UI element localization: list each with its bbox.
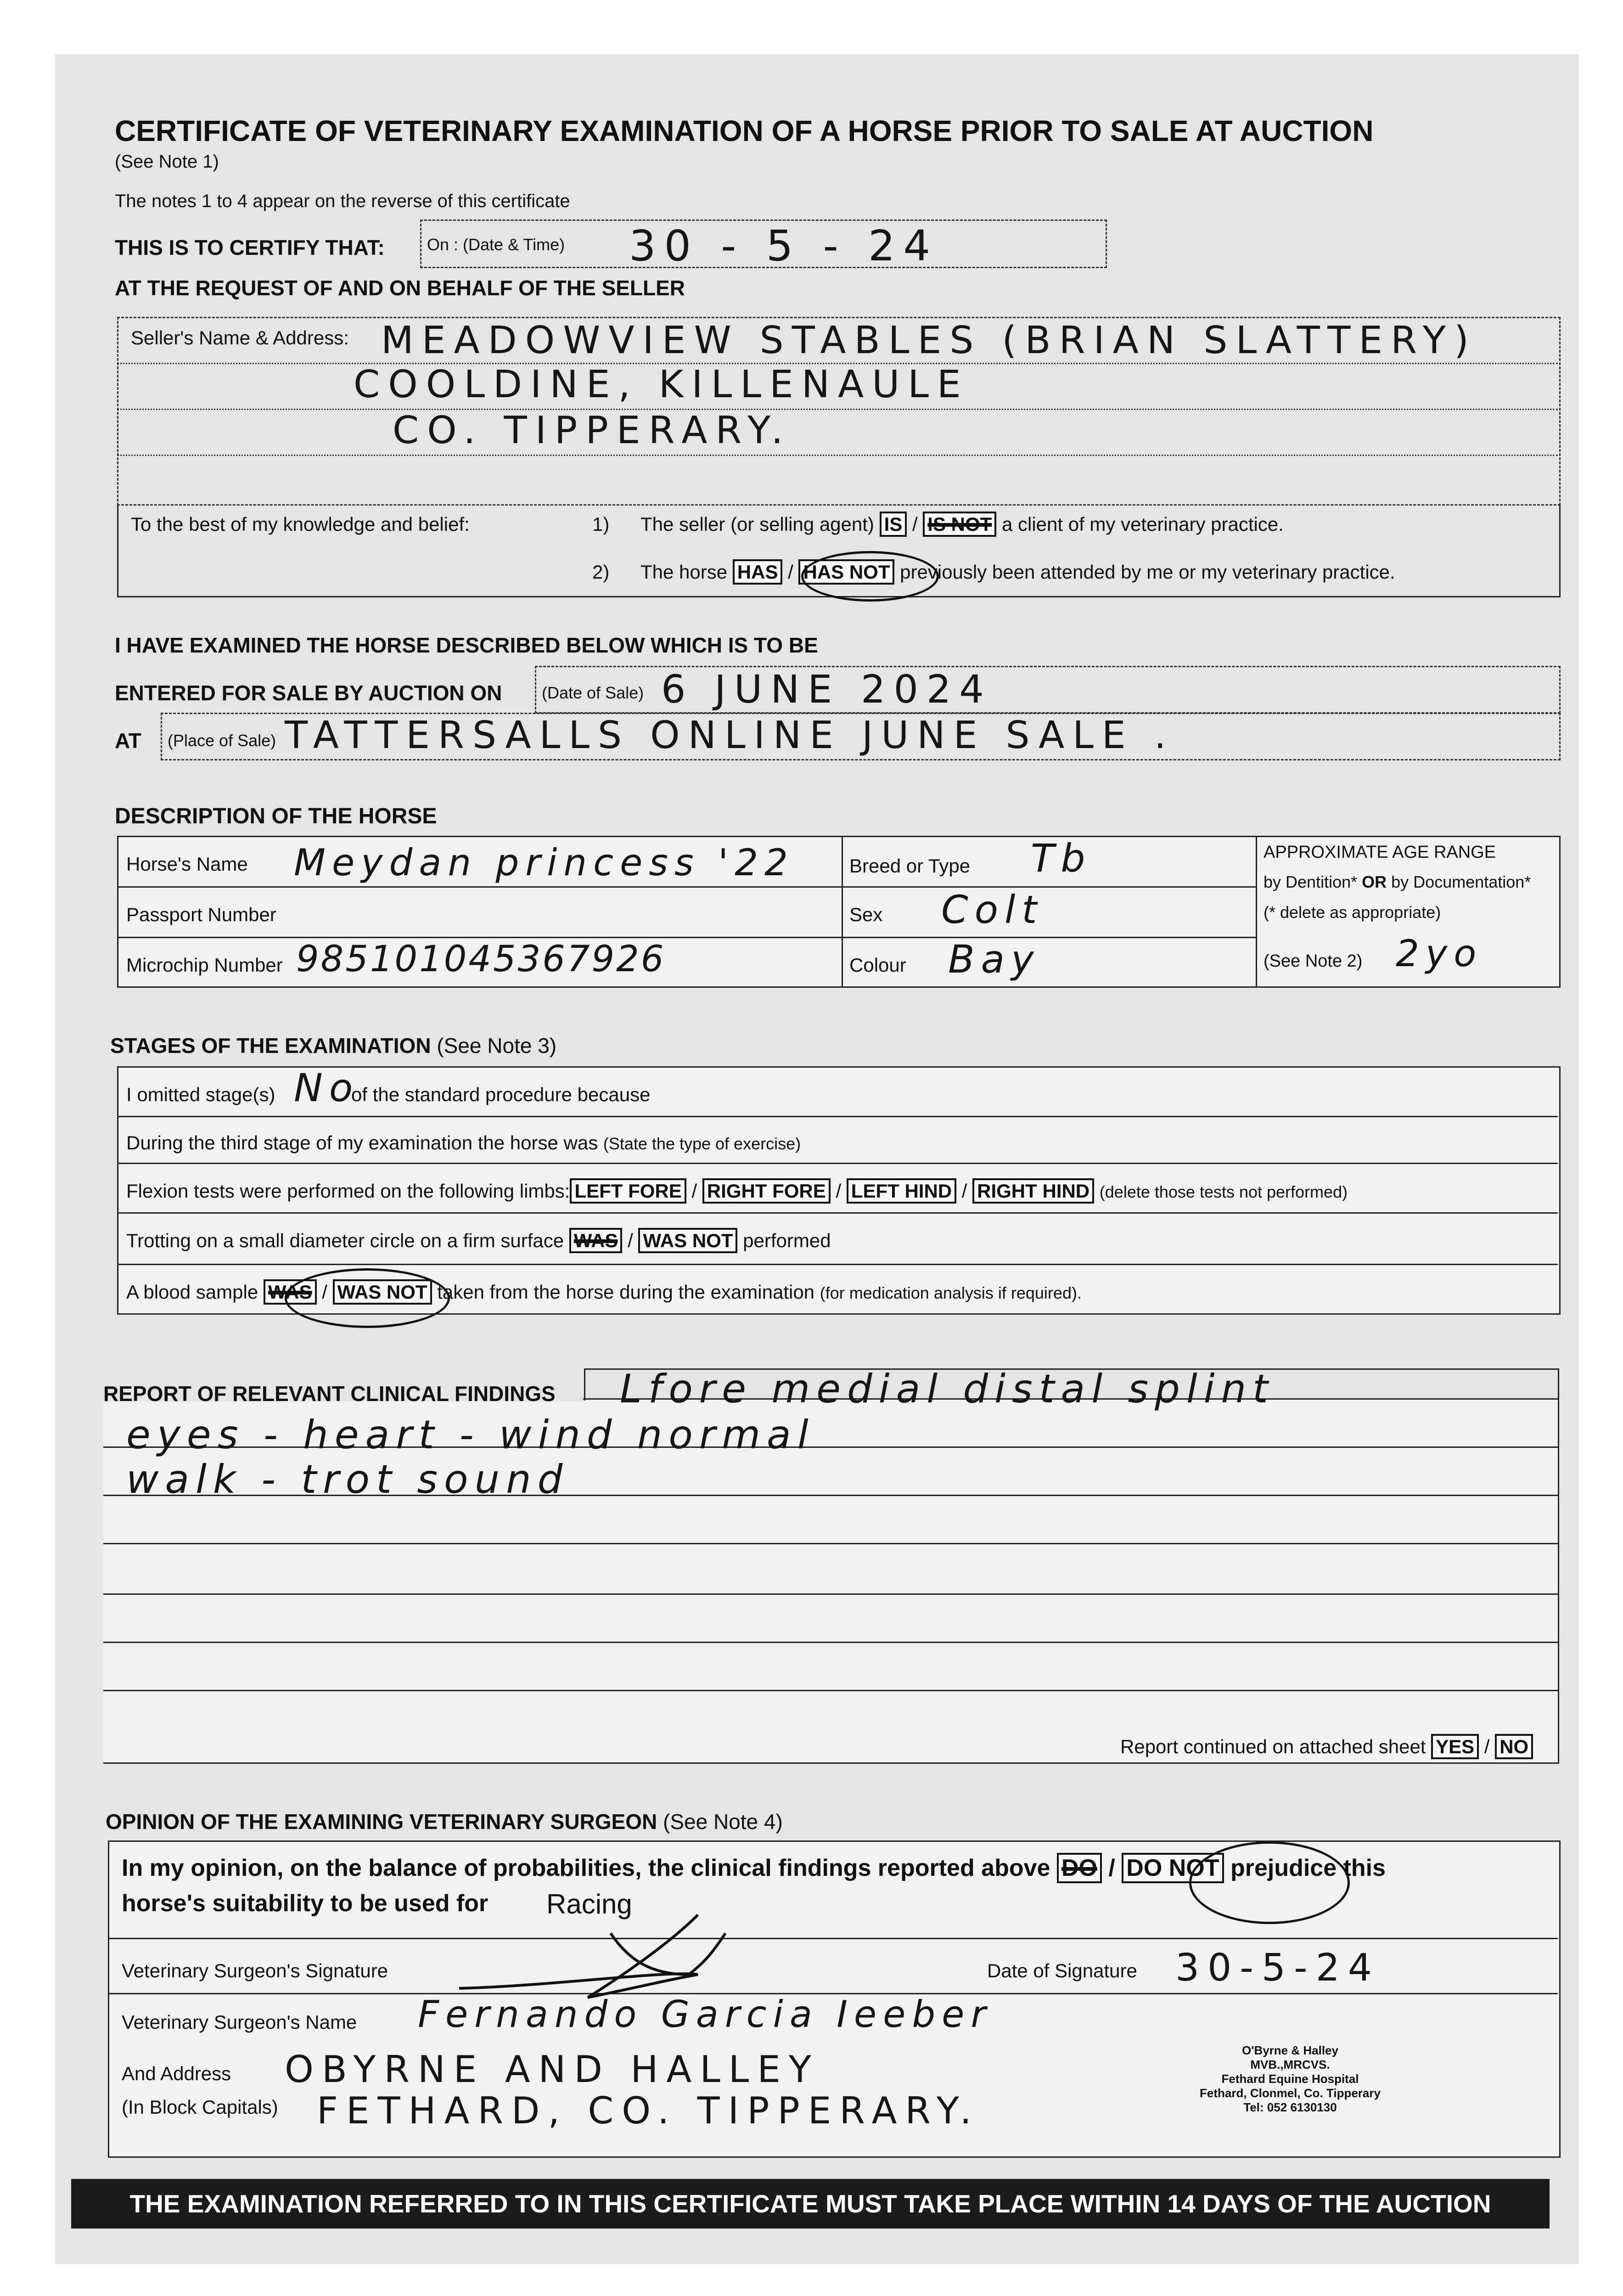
opinion-heading: OPINION OF THE EXAMINING VETERINARY SURGEON — [106, 1810, 657, 1834]
flexion-line — [126, 1180, 1348, 1202]
horse-name-label: Horse's Name — [126, 853, 248, 875]
omitted-text-a: I omitted stage(s) — [126, 1084, 275, 1105]
address-label-1: And Address — [122, 2063, 231, 2084]
seller-label: Seller's Name & Address: — [131, 327, 349, 349]
omitted-line — [126, 1084, 275, 1106]
address-line-2[interactable]: FETHARD, CO. TIPPERARY. — [317, 2089, 980, 2132]
microchip-label: Microchip Number — [126, 954, 283, 976]
third-stage-note: (State the type of exercise) — [603, 1134, 801, 1153]
trotting-line — [126, 1230, 831, 1252]
option-do[interactable]: DO — [1057, 1853, 1102, 1883]
stamp-line-3: Fethard Equine Hospital — [1221, 2072, 1359, 2086]
age-range-heading: APPROXIMATE AGE RANGE — [1264, 843, 1496, 862]
sale-place-value: TATTERSALLS ONLINE JUNE SALE . — [285, 714, 1174, 757]
trot-sep: / — [628, 1230, 633, 1251]
omitted-value[interactable]: No — [294, 1065, 359, 1110]
horse-name-value[interactable]: Meydan princess '22 — [294, 841, 794, 884]
notes-line: The notes 1 to 4 appear on the reverse of this certificate — [115, 191, 570, 211]
address-label-2: (In Block Capitals) — [122, 2096, 278, 2118]
blood-note: (for medication analysis if required). — [820, 1283, 1082, 1302]
report-line-2[interactable]: eyes - heart - wind normal — [126, 1412, 815, 1458]
report-line-1[interactable]: Lfore medial distal splint — [620, 1366, 1275, 1412]
use-value[interactable]: Racing — [546, 1889, 632, 1919]
option-is[interactable]: IS — [880, 512, 907, 537]
flexion-sep: / — [836, 1180, 842, 1202]
examined-line-1: I HAVE EXAMINED THE HORSE DESCRIBED BELOW WHICH IS TO BE — [115, 633, 818, 657]
seller-line-1[interactable]: MEADOWVIEW STABLES (BRIAN SLATTERY) — [381, 319, 1477, 362]
option-trot-was[interactable]: WAS — [569, 1228, 623, 1253]
certify-date-value: 30 - 5 - 24 — [629, 221, 939, 270]
item2-number: 2) — [592, 561, 610, 583]
see-note-1: (See Note 1) — [115, 152, 219, 172]
stages-heading-line — [110, 1033, 556, 1058]
attended-text-b: previously been attended by me or my veterinary practice. — [900, 561, 1395, 583]
client-text-a: The seller (or selling agent) — [640, 513, 874, 535]
flexion-sep: / — [961, 1180, 967, 1202]
microchip-value[interactable]: 985101045367926 — [296, 939, 666, 980]
age-dentition[interactable]: by Dentition* — [1264, 872, 1358, 891]
age-documentation[interactable]: by Documentation* — [1391, 872, 1531, 891]
omitted-text-b: of the standard procedure because — [351, 1084, 651, 1105]
blood-text-a: A blood sample — [126, 1281, 258, 1303]
option-left-hind[interactable]: LEFT HIND — [847, 1178, 956, 1204]
option-do-not[interactable]: DO NOT — [1122, 1853, 1224, 1883]
report-continued-text: Report continued on attached sheet — [1120, 1736, 1426, 1757]
flexion-note: (delete those tests not performed) — [1099, 1182, 1348, 1201]
colour-label: Colour — [849, 954, 906, 976]
sex-label: Sex — [849, 904, 883, 925]
surgeon-name-label: Veterinary Surgeon's Name — [122, 2011, 357, 2033]
client-statement — [640, 513, 1284, 535]
opinion-text-a: In my opinion, on the balance of probabilities, the clinical findings reported above — [122, 1855, 1050, 1881]
option-has-not[interactable]: HAS NOT — [798, 559, 894, 585]
option-is-not[interactable]: IS NOT — [923, 512, 996, 537]
opinion-sep: / — [1108, 1855, 1115, 1881]
attended-text-a: The horse — [640, 561, 728, 583]
report-heading: REPORT OF RELEVANT CLINICAL FINDINGS — [103, 1382, 556, 1406]
opinion-text-c: horse's suitability to be used for — [122, 1890, 489, 1917]
date-signature-value[interactable]: 30-5-24 — [1175, 1946, 1381, 1990]
sale-place-label: (Place of Sale) — [168, 731, 276, 750]
option-right-hind[interactable]: RIGHT HIND — [972, 1178, 1094, 1204]
certificate-title: CERTIFICATE OF VETERINARY EXAMINATION OF A HORSE PRIOR TO SALE AT AUCTION — [115, 114, 1374, 147]
blood-sep: / — [322, 1281, 327, 1303]
report-continued-line — [1120, 1736, 1533, 1758]
option-has[interactable]: HAS — [733, 559, 783, 585]
practice-stamp — [1194, 2043, 1387, 2115]
attended-statement — [640, 561, 1395, 583]
option-right-fore[interactable]: RIGHT FORE — [702, 1178, 831, 1204]
seller-line-2[interactable]: COOLDINE, KILLENAULE — [354, 363, 969, 406]
blood-line — [126, 1281, 1082, 1303]
opinion-text-b: prejudice this — [1230, 1855, 1386, 1881]
signature-label: Veterinary Surgeon's Signature — [122, 1960, 388, 1981]
date-signature-label: Date of Signature — [987, 1960, 1137, 1981]
flexion-sep: / — [691, 1180, 697, 1202]
breed-value[interactable]: Tb — [1031, 836, 1092, 881]
trotting-text: Trotting on a small diameter circle on a firm surface — [126, 1230, 564, 1251]
address-line-1[interactable]: OBYRNE AND HALLEY — [285, 2048, 820, 2091]
option-trot-was-not[interactable]: WAS NOT — [638, 1228, 737, 1253]
sale-date-value: 6 JUNE 2024 — [661, 667, 992, 712]
examined-line-2: ENTERED FOR SALE BY AUCTION ON — [115, 681, 502, 705]
age-see-note-2: (See Note 2) — [1264, 951, 1363, 971]
stamp-line-1: O'Byrne & Halley — [1242, 2043, 1338, 2057]
colour-value[interactable]: Bay — [948, 937, 1040, 982]
option-continued-yes[interactable]: YES — [1431, 1734, 1479, 1759]
surgeon-name-value[interactable]: Fernando Garcia Ieeber — [418, 1993, 993, 2036]
at-label: AT — [115, 729, 141, 753]
description-heading: DESCRIPTION OF THE HORSE — [115, 804, 437, 828]
option-separator: / — [912, 513, 918, 535]
trotting-text-b: performed — [743, 1230, 831, 1251]
report-line-3[interactable]: walk - trot sound — [126, 1457, 569, 1503]
continued-sep: / — [1484, 1736, 1490, 1757]
stamp-line-4: Fethard, Clonmel, Co. Tipperary — [1200, 2086, 1381, 2100]
age-or: OR — [1362, 872, 1387, 891]
stages-heading: STAGES OF THE EXAMINATION — [110, 1034, 431, 1058]
request-line: AT THE REQUEST OF AND ON BEHALF OF THE SELLER — [115, 276, 685, 300]
item1-number: 1) — [592, 513, 610, 535]
option-blood-was[interactable]: WAS — [264, 1279, 317, 1305]
footer-banner: THE EXAMINATION REFERRED TO IN THIS CERTIFICATE MUST TAKE PLACE WITHIN 14 DAYS OF THE AUCTION — [71, 2179, 1550, 2228]
flexion-text: Flexion tests were performed on the following limbs: — [126, 1180, 570, 1202]
has-not-circle-mark — [801, 551, 939, 602]
option-left-fore[interactable]: LEFT FORE — [570, 1178, 686, 1204]
certify-label: THIS IS TO CERTIFY THAT: — [115, 236, 385, 259]
seller-line-3[interactable]: CO. TIPPERARY. — [393, 409, 792, 452]
third-stage-text: During the third stage of my examination the horse was — [126, 1132, 598, 1154]
option-separator: / — [788, 561, 793, 583]
blood-text-b: taken from the horse during the examination — [437, 1281, 815, 1303]
option-continued-no[interactable]: NO — [1495, 1734, 1533, 1759]
age-value[interactable]: 2yo — [1396, 932, 1483, 975]
certify-on-label: On : (Date & Time) — [427, 235, 565, 254]
breed-label: Breed or Type — [849, 855, 971, 877]
knowledge-label: To the best of my knowledge and belief: — [131, 513, 470, 535]
opinion-heading-line — [106, 1809, 783, 1834]
stamp-line-2: MVB.,MRCVS. — [1250, 2058, 1330, 2071]
passport-label: Passport Number — [126, 904, 276, 925]
was-not-circle-mark — [285, 1268, 450, 1328]
stages-note: (See Note 3) — [437, 1034, 557, 1058]
sex-value[interactable]: Colt — [941, 887, 1044, 932]
third-stage-line — [126, 1132, 801, 1154]
option-blood-was-not[interactable]: WAS NOT — [333, 1279, 432, 1305]
client-text-b: a client of my veterinary practice. — [1001, 513, 1284, 535]
do-not-circle-mark — [1189, 1841, 1350, 1924]
stamp-line-5: Tel: 052 6130130 — [1243, 2100, 1337, 2114]
age-method-line — [1264, 872, 1531, 892]
sale-date-label: (Date of Sale) — [542, 683, 644, 702]
age-delete-note: (* delete as appropriate) — [1264, 903, 1441, 922]
opinion-note: (See Note 4) — [663, 1810, 783, 1834]
